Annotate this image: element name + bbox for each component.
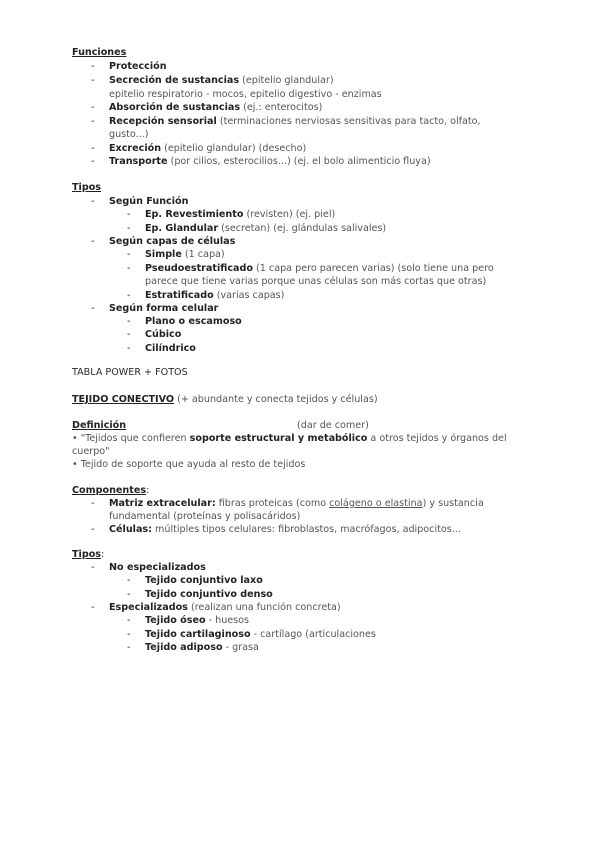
- bullet-dash: -: [127, 642, 131, 653]
- bullet-dash: -: [91, 562, 95, 573]
- bullet-dash: -: [91, 524, 95, 535]
- tipo-item: Simple (1 capa): [145, 249, 225, 260]
- bullet-dash: -: [127, 343, 131, 354]
- tejido-item: Tejido conjuntivo laxo: [145, 575, 263, 586]
- bullet-dash: -: [91, 75, 95, 86]
- tabla-note: TABLA POWER + FOTOS: [72, 367, 188, 378]
- funcion-item: Protección: [109, 61, 167, 72]
- bullet-dash: -: [127, 223, 131, 234]
- tejido-item: Tejido conjuntivo denso: [145, 589, 273, 600]
- forma-item: Cilíndrico: [145, 343, 196, 354]
- bullet-dash: -: [127, 615, 131, 626]
- tipos-capas-label: Según capas de células: [109, 236, 236, 247]
- funcion-item-cont: epitelio respiratorio - mocos, epitelio digestivo - enzimas: [109, 89, 382, 100]
- componente-item: Células: múltiples tipos celulares: fibroblastos, macrófagos, adipocitos...: [109, 524, 461, 535]
- funcion-item: Transporte (por cilios, esterocilios...) (ej. el bolo alimenticio fluya): [109, 156, 431, 167]
- bullet-dash: -: [91, 236, 95, 247]
- bullet-dash: -: [127, 575, 131, 586]
- tipo-item: Estratificado (varias capas): [145, 290, 285, 301]
- bullet-dash: -: [127, 290, 131, 301]
- componentes-heading: Componentes:: [72, 485, 150, 496]
- definicion-bullet-cont: cuerpo": [72, 446, 110, 457]
- bullet-dash: -: [127, 249, 131, 260]
- bullet-dash: -: [127, 329, 131, 340]
- forma-item: Cúbico: [145, 329, 182, 340]
- tipo-item-cont: parece que tiene varias porque unas células son más cortas que otras): [145, 276, 487, 287]
- tipo-item: Ep. Glandular (secretan) (ej. glándulas salivales): [145, 223, 387, 234]
- tejido-item: Tejido adiposo - grasa: [145, 642, 259, 653]
- especializados-label: Especializados (realizan una función concreta): [109, 602, 341, 613]
- funcion-item: Absorción de sustancias (ej.: enterocitos): [109, 102, 323, 113]
- bullet-dash: -: [91, 102, 95, 113]
- funciones-heading: Funciones: [72, 47, 127, 58]
- definicion-bullet: • Tejido de soporte que ayuda al resto de tejidos: [72, 459, 306, 470]
- componente-item: Matriz extracelular: fibras proteicas (como colágeno o elastina) y sustancia: [109, 498, 484, 509]
- bullet-dash: -: [91, 196, 95, 207]
- tipo-item: Ep. Revestimiento (revisten) (ej. piel): [145, 209, 336, 220]
- definicion-note: (dar de comer): [297, 420, 369, 431]
- funcion-item-cont: gusto...): [109, 129, 149, 140]
- bullet-dash: -: [127, 589, 131, 600]
- definicion-heading: Definición: [72, 420, 127, 431]
- bullet-dash: -: [91, 116, 95, 127]
- bullet-dash: -: [91, 498, 95, 509]
- bullet-dash: -: [91, 61, 95, 72]
- bullet-dash: -: [91, 303, 95, 314]
- conectivo-title: TEJIDO CONECTIVO (+ abundante y conecta tejidos y células): [72, 394, 378, 405]
- funcion-item: Secreción de sustancias (epitelio glandular): [109, 75, 334, 86]
- bullet-dash: -: [127, 316, 131, 327]
- bullet-dash: -: [127, 263, 131, 274]
- definicion-bullet: • "Tejidos que confieren soporte estructural y metabólico a otros tejidos y órganos del: [72, 433, 507, 444]
- funcion-item: Excreción (epitelio glandular) (desecho): [109, 143, 307, 154]
- bullet-dash: -: [91, 143, 95, 154]
- funcion-item: Recepción sensorial (terminaciones nerviosas sensitivas para tacto, olfato,: [109, 116, 481, 127]
- bullet-dash: -: [91, 602, 95, 613]
- bullet-dash: -: [127, 209, 131, 220]
- tipos-heading: Tipos: [72, 182, 102, 193]
- tipos-forma-label: Según forma celular: [109, 303, 219, 314]
- tejido-item: Tejido óseo - huesos: [145, 615, 250, 626]
- componente-item-cont: fundamental (proteínas y polisacáridos): [109, 511, 301, 522]
- tipos2-heading: Tipos:: [72, 549, 105, 560]
- tejido-item: Tejido cartilaginoso - cartílago (articulaciones: [145, 629, 376, 640]
- bullet-dash: -: [91, 156, 95, 167]
- no-especializados-label: No especializados: [109, 562, 206, 573]
- bullet-dash: -: [127, 629, 131, 640]
- forma-item: Plano o escamoso: [145, 316, 242, 327]
- tipos-funcion-label: Según Función: [109, 196, 189, 207]
- tipo-item: Pseudoestratificado (1 capa pero parecen varias) (solo tiene una pero: [145, 263, 494, 274]
